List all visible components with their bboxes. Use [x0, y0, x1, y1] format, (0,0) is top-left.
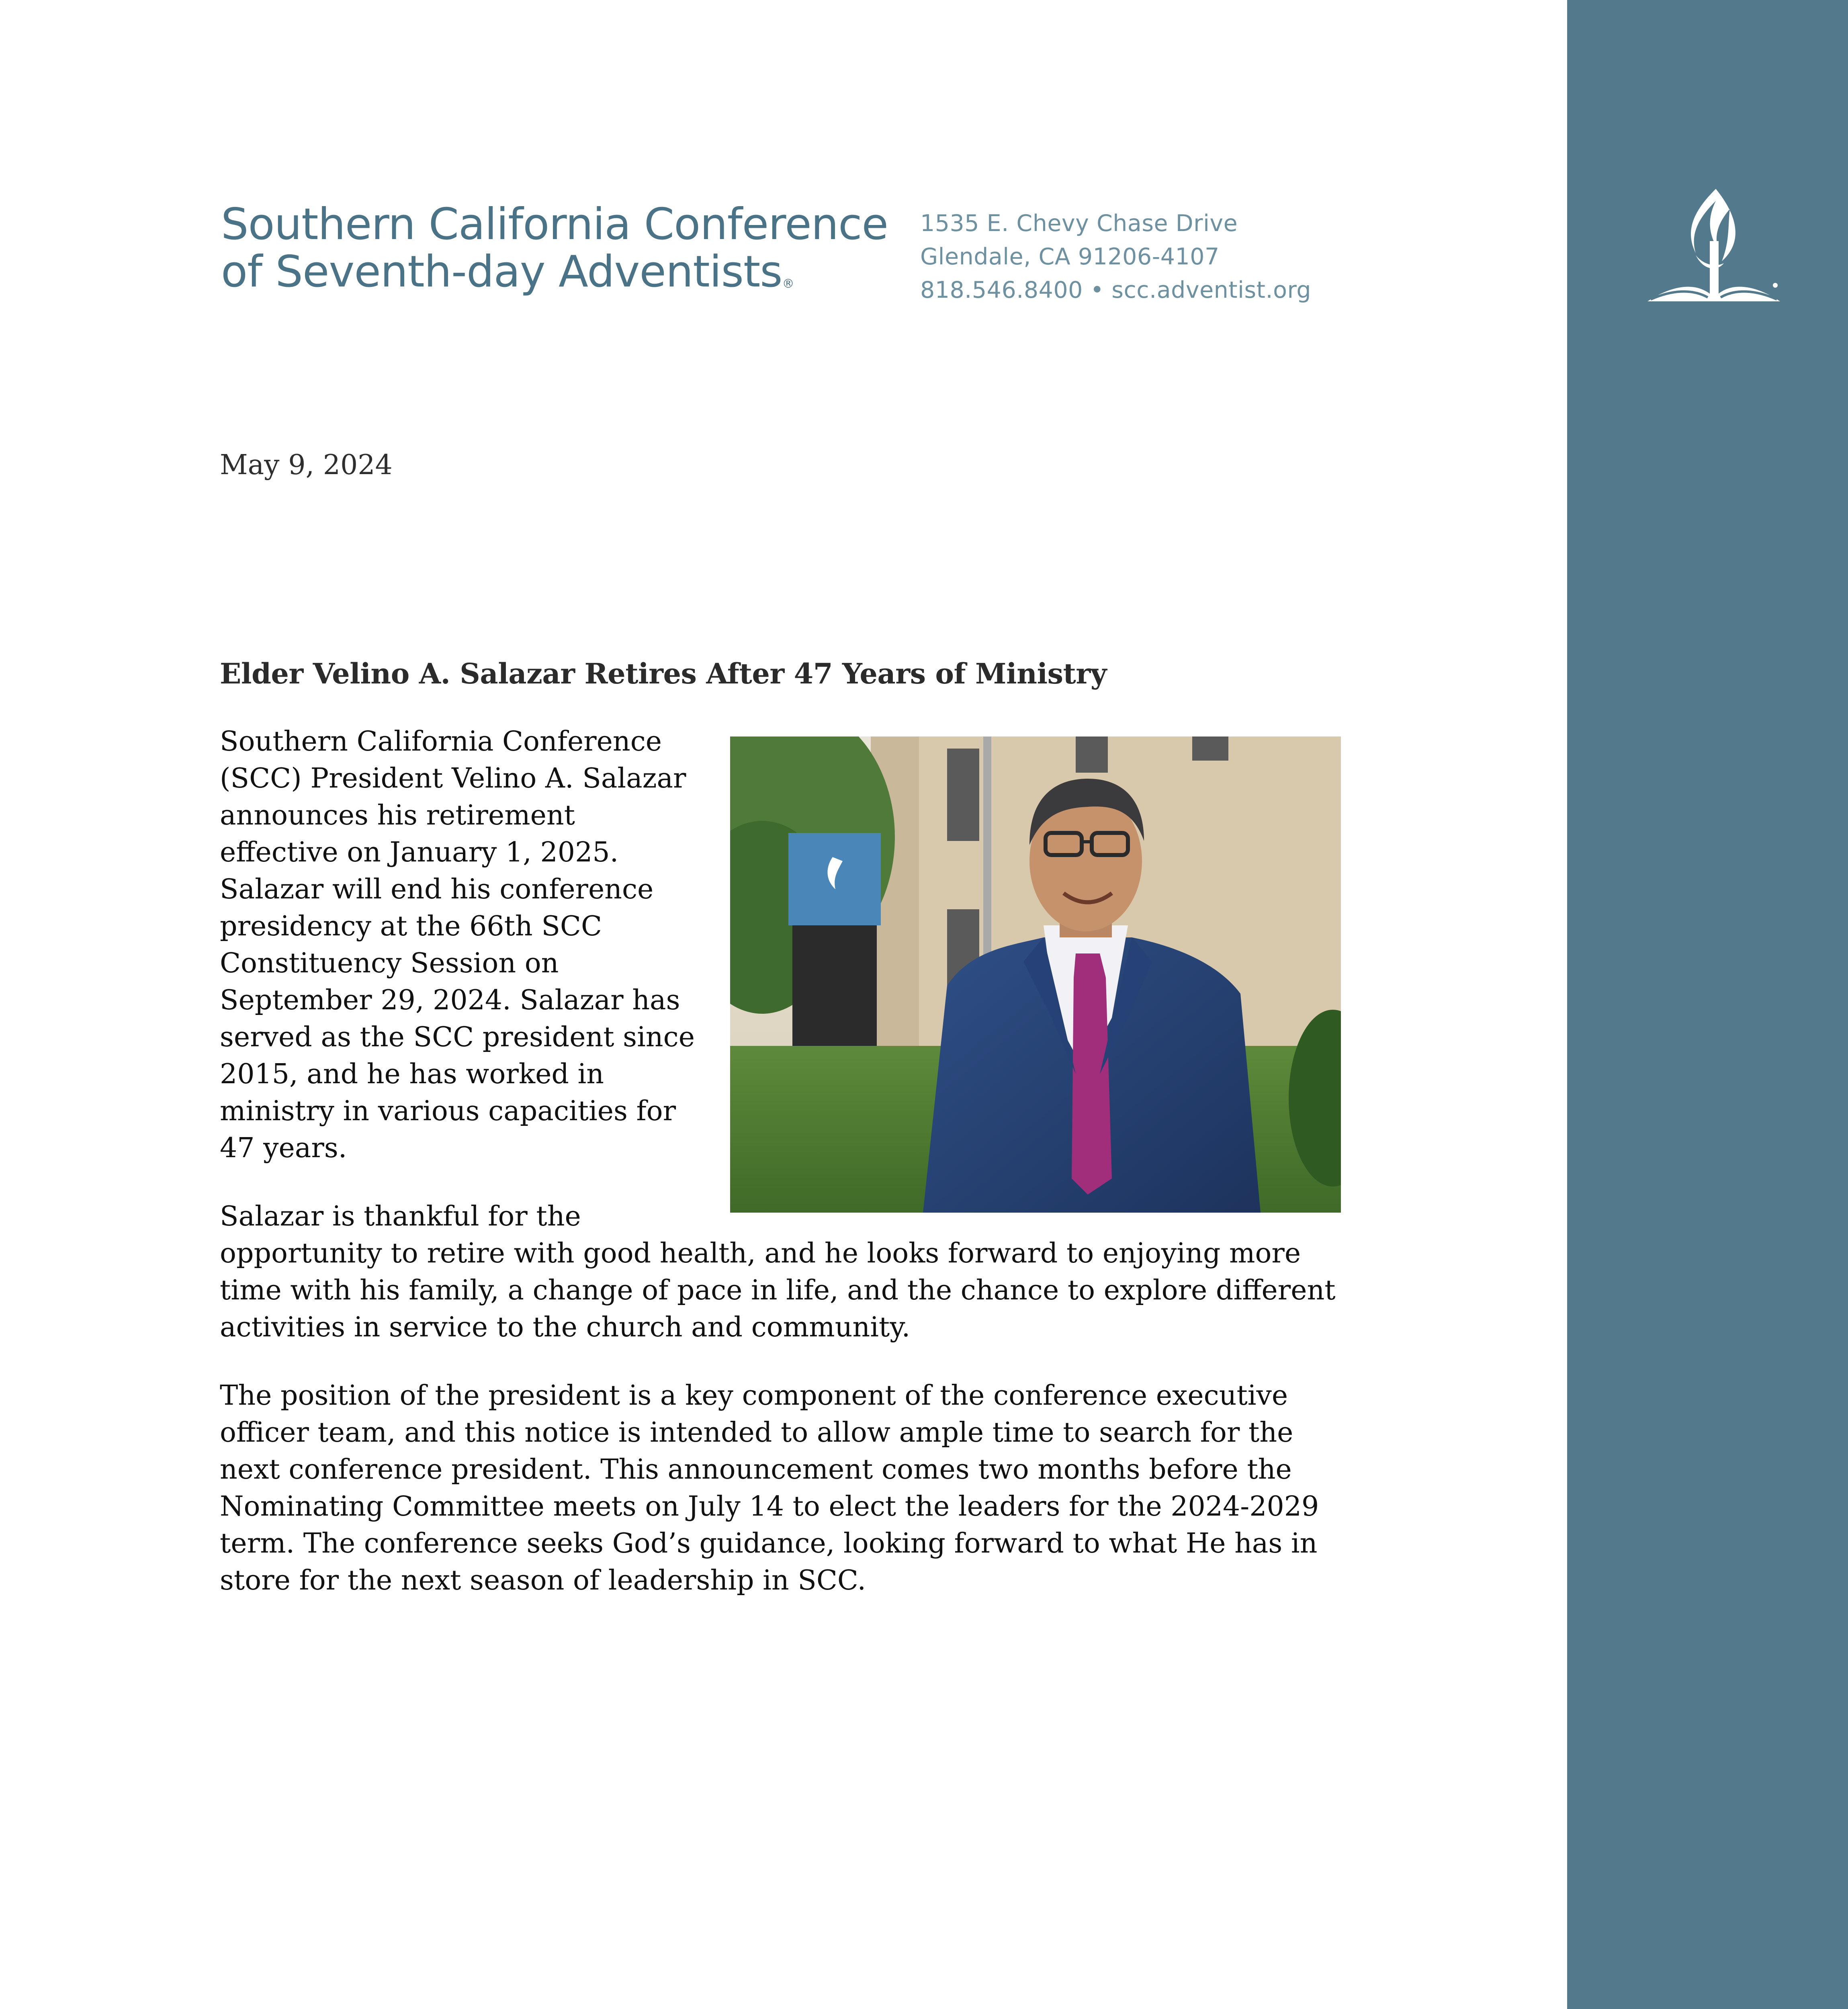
organization-name: [221, 201, 888, 296]
article-paragraph-2: Salazar is thankful for the opportunity to retire with good health, and he looks forward to enjoying more time with his family, a change of pace in life, and the chance to explore different activities in service to the church and community.: [220, 1201, 1336, 1343]
contact-line: 818.546.8400 • scc.adventist.org: [920, 277, 1312, 303]
address-line1: 1535 E. Chevy Chase Drive: [920, 210, 1238, 237]
article-body: [220, 723, 1341, 1631]
letter-date: May 9, 2024: [220, 449, 393, 481]
adventist-flame-logo-icon: [1647, 185, 1780, 305]
address-line2: Glendale, CA 91206-4107: [920, 243, 1220, 270]
sidebar-band: [1567, 0, 1848, 2009]
article-paragraph-1: Southern California Conference (SCC) President Velino A. Salazar announces his retirement effective on January 1, 2025. Salazar will end his conference presidency at the 66th SCC Constituency Session on September 29, 2024. Salazar has served as the SCC president since 2015, and he has worked in ministry in various capacities for 47 years.: [220, 726, 695, 1164]
registered-mark: ®: [782, 277, 794, 291]
organization-name-line2: [221, 248, 888, 296]
organization-address: [920, 207, 1311, 307]
organization-name-line2-text: of Seventh-day Adventists: [221, 247, 782, 297]
article-headline: Elder Velino A. Salazar Retires After 47 Years of Ministry: [220, 657, 1107, 690]
portrait-photo: [730, 736, 1341, 1213]
article-paragraph-3: The position of the president is a key component of the conference executive officer team, and this notice is intended to allow ample time to search for the next conference president. This announcement comes two months before the Nominating Committee meets on July 14 to elect the leaders for the 2024-2029 term. The conference seeks God’s guidance, looking forward to what He has in store for the next season of leadership in SCC.: [220, 1380, 1319, 1596]
organization-name-line1: Southern California Conference: [221, 199, 888, 250]
